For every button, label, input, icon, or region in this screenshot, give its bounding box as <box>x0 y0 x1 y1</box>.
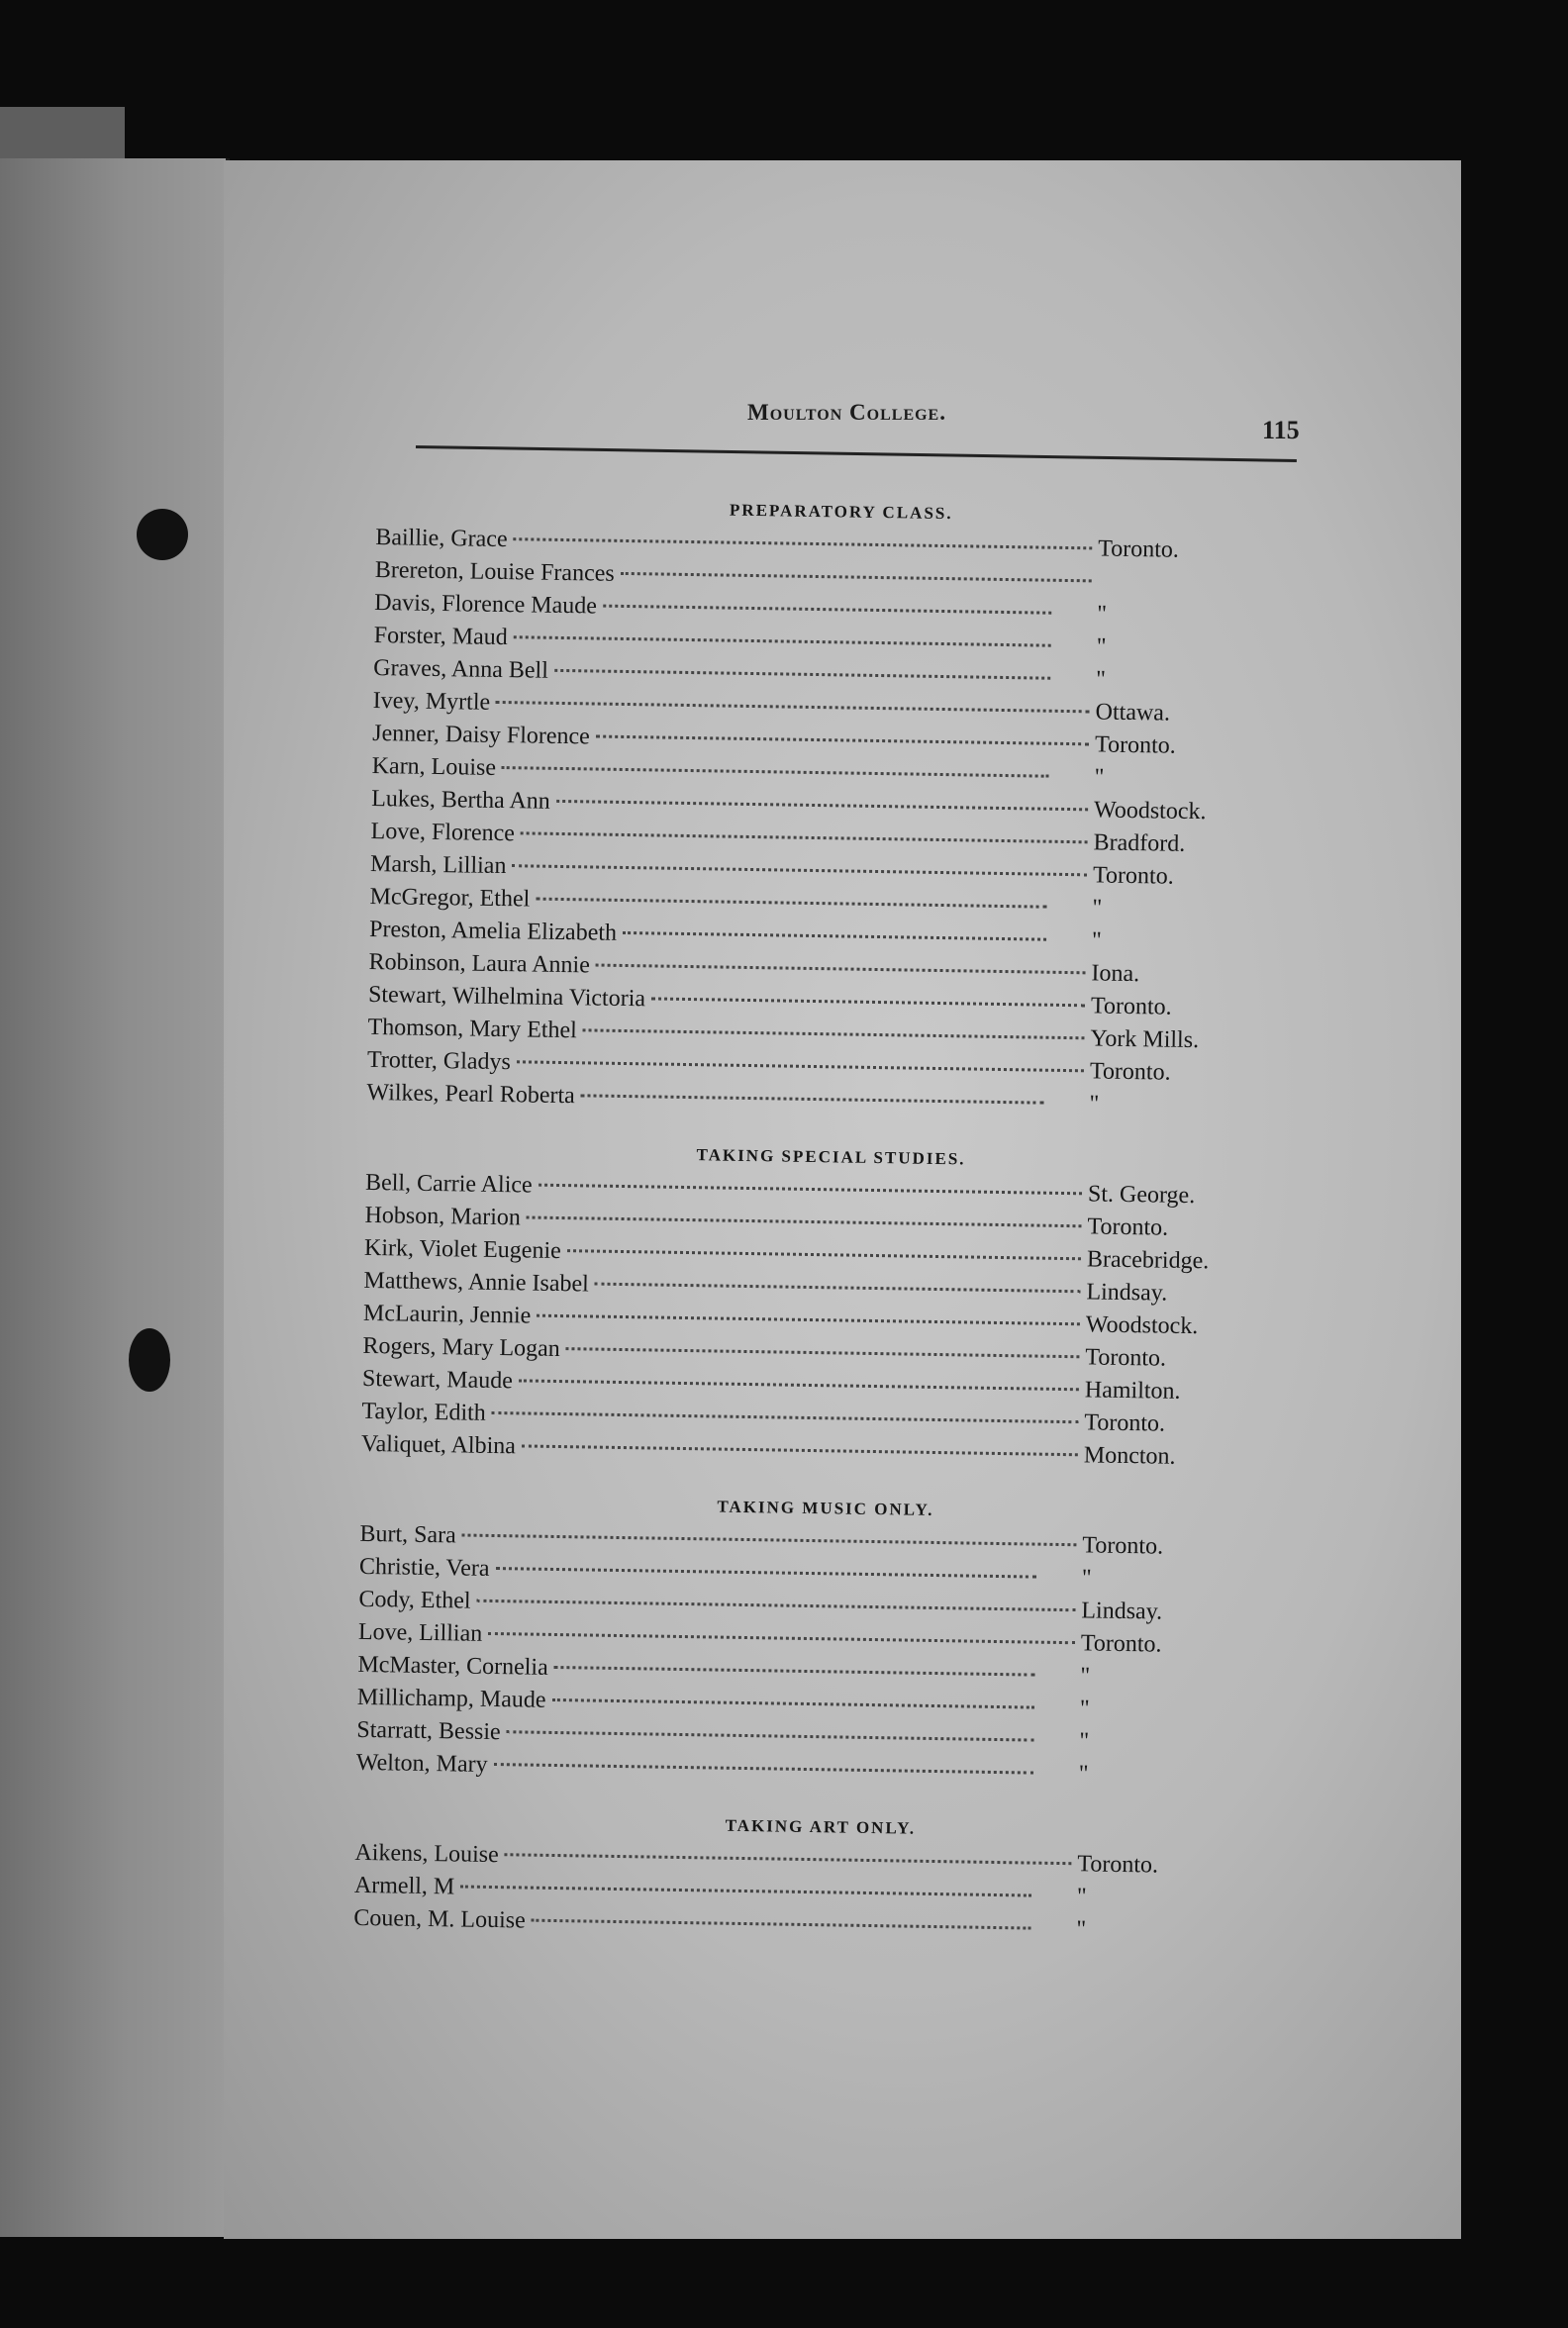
hometown: Bracebridge. <box>1086 1246 1210 1275</box>
dot-leader <box>527 1215 1082 1227</box>
dot-leader <box>539 1184 1082 1196</box>
page-number: 115 <box>1262 416 1300 444</box>
hometown: " <box>1092 895 1103 922</box>
dot-leader <box>554 669 1050 680</box>
student-name: Karn, Louise <box>371 752 497 781</box>
hometown: York Mills. <box>1090 1025 1200 1054</box>
student-name: Welton, Mary <box>355 1749 488 1778</box>
hometown: Toronto. <box>1098 535 1180 563</box>
dot-leader <box>522 1444 1078 1456</box>
dot-leader <box>651 997 1085 1007</box>
student-name: Baillie, Grace <box>375 524 508 553</box>
hometown: Toronto. <box>1092 862 1174 890</box>
binding-hole <box>137 509 188 560</box>
hometown: " <box>1094 764 1105 791</box>
dot-leader <box>603 605 1051 615</box>
hometown: " <box>1095 666 1107 693</box>
student-name: Millichamp, Maude <box>356 1684 546 1713</box>
dot-leader <box>581 1094 1044 1104</box>
dot-leader <box>596 735 1089 746</box>
student-name: Forster, Maud <box>373 622 508 651</box>
dot-leader <box>514 537 1093 549</box>
student-name: Trotter, Gladys <box>366 1046 512 1076</box>
student-name: McGregor, Ethel <box>369 883 531 913</box>
dot-leader <box>532 1919 1031 1930</box>
dot-leader <box>517 1060 1084 1072</box>
student-name: Graves, Anna Bell <box>373 654 549 684</box>
hometown: Toronto. <box>1090 993 1172 1020</box>
hometown: Toronto. <box>1084 1409 1166 1437</box>
dot-leader <box>488 1632 1075 1644</box>
hometown: Toronto. <box>1085 1344 1167 1372</box>
hometown: Hamilton. <box>1084 1377 1181 1405</box>
student-name: Wilkes, Pearl Roberta <box>366 1079 576 1110</box>
dot-leader <box>536 898 1046 909</box>
dot-leader <box>495 1567 1035 1579</box>
dot-leader <box>477 1600 1076 1612</box>
hometown: " <box>1096 601 1108 628</box>
dot-leader <box>596 964 1086 975</box>
dot-leader <box>462 1533 1077 1546</box>
dot-leader <box>492 1411 1079 1423</box>
dot-leader <box>567 1249 1081 1260</box>
binding-hole <box>129 1328 170 1392</box>
dot-leader <box>521 831 1088 843</box>
section-heading: TAKING ART ONLY. <box>725 1815 917 1838</box>
dot-leader <box>496 701 1090 713</box>
student-name: Rogers, Mary Logan <box>362 1332 560 1363</box>
student-name: Brereton, Louise Frances <box>374 556 615 587</box>
hometown: Toronto. <box>1080 1630 1162 1658</box>
hometown: " <box>1078 1761 1089 1788</box>
hometown: Moncton. <box>1083 1442 1176 1470</box>
dot-leader <box>595 1283 1081 1294</box>
student-name: Thomson, Mary Ethel <box>367 1014 578 1044</box>
hometown: Toronto. <box>1087 1213 1169 1241</box>
student-name: Starratt, Bessie <box>356 1716 501 1746</box>
student-name: Kirk, Violet Eugenie <box>363 1234 561 1265</box>
dot-leader <box>519 1379 1079 1391</box>
student-name: Marsh, Lillian <box>369 850 507 880</box>
hometown: Lindsay. <box>1081 1598 1163 1625</box>
student-name: Armell, M <box>353 1872 455 1900</box>
hometown: Bradford. <box>1093 829 1186 857</box>
hometown: Toronto. <box>1077 1851 1159 1879</box>
dot-leader <box>556 800 1088 811</box>
hometown: " <box>1076 1916 1087 1943</box>
student-name: Taylor, Edith <box>361 1398 486 1426</box>
hometown: St. George. <box>1087 1181 1196 1210</box>
dot-leader <box>623 931 1046 941</box>
student-name: Matthews, Annie Isabel <box>363 1267 590 1298</box>
student-name: Bell, Carrie Alice <box>364 1169 533 1199</box>
hometown: " <box>1096 633 1107 660</box>
hometown: " <box>1076 1884 1087 1910</box>
list-section <box>361 1140 1237 1478</box>
dot-leader <box>502 766 1049 778</box>
hometown: Iona. <box>1091 960 1140 988</box>
dot-leader <box>554 1666 1035 1677</box>
hometown: " <box>1079 1696 1090 1722</box>
dot-leader <box>460 1886 1031 1897</box>
student-name: Preston, Amelia Elizabeth <box>368 916 618 946</box>
hometown: " <box>1089 1091 1100 1117</box>
dot-leader <box>512 864 1087 876</box>
left-page-edge <box>0 107 125 164</box>
dot-leader <box>514 635 1051 647</box>
dot-leader <box>566 1347 1080 1358</box>
dot-leader <box>583 1028 1085 1039</box>
section-heading: TAKING MUSIC ONLY. <box>717 1497 934 1519</box>
student-name: McMaster, Cornelia <box>357 1651 548 1681</box>
dot-leader <box>621 572 1092 582</box>
hometown <box>1098 588 1246 590</box>
student-name: Lukes, Bertha Ann <box>370 785 551 815</box>
student-name: Love, Florence <box>370 818 516 847</box>
student-name: Couen, M. Louise <box>353 1904 526 1934</box>
student-name: Robinson, Laura Annie <box>368 948 591 979</box>
student-name: Jenner, Daisy Florence <box>372 720 591 750</box>
section-heading: TAKING SPECIAL STUDIES. <box>696 1145 966 1169</box>
student-name: Cody, Ethel <box>358 1586 471 1614</box>
student-name: Hobson, Marion <box>364 1202 522 1231</box>
hometown: Toronto. <box>1082 1532 1164 1560</box>
dot-leader <box>552 1698 1034 1709</box>
student-name: Burt, Sara <box>359 1520 457 1549</box>
student-name: Davis, Florence Maude <box>374 589 598 620</box>
student-list <box>353 495 1247 1980</box>
dot-leader <box>507 1730 1034 1741</box>
student-name: Ivey, Myrtle <box>372 687 491 716</box>
list-section <box>356 1492 1232 1796</box>
hometown: Toronto. <box>1094 731 1176 759</box>
hometown: " <box>1081 1565 1092 1592</box>
student-name: McLaurin, Jennie <box>362 1300 532 1329</box>
hometown: " <box>1080 1663 1091 1690</box>
student-name: Stewart, Wilhelmina Victoria <box>367 981 646 1013</box>
hometown: Ottawa. <box>1095 699 1171 727</box>
hometown: Toronto. <box>1089 1058 1171 1086</box>
hometown: " <box>1091 927 1103 954</box>
hometown: Woodstock. <box>1085 1311 1199 1340</box>
list-section <box>353 1810 1226 1952</box>
list-section <box>366 495 1247 1126</box>
left-page <box>0 158 230 2237</box>
running-head: Moulton College. <box>747 400 946 425</box>
student-name: Christie, Vera <box>358 1553 490 1582</box>
hometown: " <box>1079 1728 1090 1755</box>
student-name: Valiquet, Albina <box>360 1430 517 1460</box>
dot-leader <box>494 1763 1033 1775</box>
student-name: Aikens, Louise <box>354 1839 499 1869</box>
hometown: Lindsay. <box>1086 1279 1168 1307</box>
hometown: Woodstock. <box>1093 797 1207 825</box>
student-name: Love, Lillian <box>357 1618 483 1647</box>
dot-leader <box>537 1314 1080 1326</box>
student-name: Stewart, Maude <box>361 1365 514 1395</box>
dot-leader <box>505 1853 1072 1865</box>
section-heading: PREPARATORY CLASS. <box>729 500 953 524</box>
